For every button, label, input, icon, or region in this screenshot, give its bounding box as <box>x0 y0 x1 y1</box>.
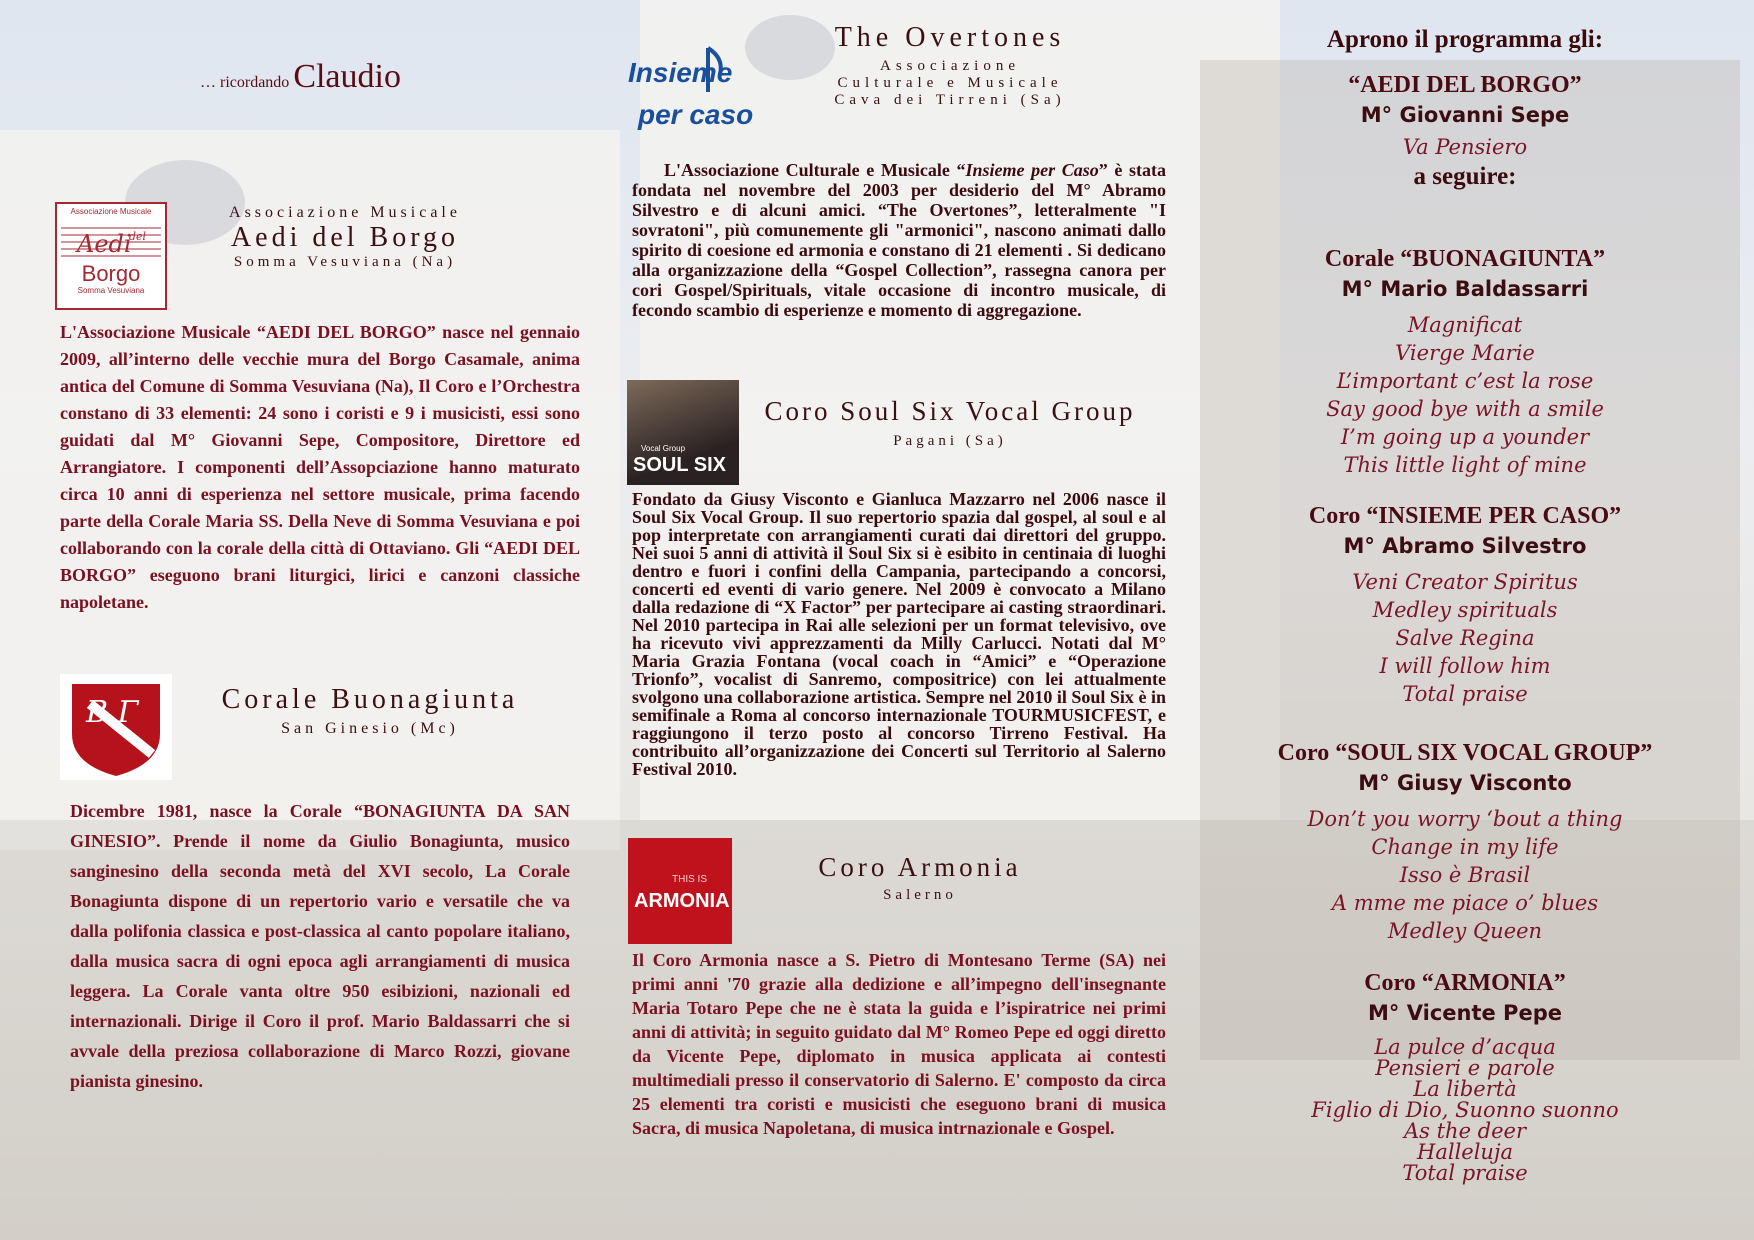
program-choir: Corale “BUONAGIUNTA” <box>1324 246 1606 272</box>
aedi-kicker: Associazione Musicale <box>229 204 461 221</box>
overtones-sub1: Associazione <box>880 58 1020 74</box>
overtones-body-rest: ” è stata fondata nel novembre del 2003 per desiderio del M° Abramo Silvestro e di alcuni amici. “The Overtones”, letteralmente "I sovratoni", più comunemente gli "armonici", nascono animati dallo spirito di coesione ed armonia e constano di 21 elementi . Si dedicano alla organizzazione della “Gospel Collection”, rassegna canora per cori Gospel/Spirituals, vitale occasione di incontro musicale, di fecondo scambio di esperienze e momento di aggregazione. <box>632 160 1166 320</box>
armonia-description: Il Coro Armonia nasce a S. Pietro di Montesano Terme (SA) nei primi anni '70 grazie alla dedizione e all’impegno dell'insegnante Maria Totaro Pepe che ne è stata la guida e l’ispiratrice nei primi anni di attività; in seguito guidato dal M° Romeo Pepe ed oggi diretto da Vicente Pepe, diplomato in musica applicata ai contesti multimediali presso il conservatorio di Salerno. E' composto da circa 25 elementi tra coristi e musicisti che eseguono brani di musica Sacra, di musica Napoletana, di musica intrnazionale e Gospel. <box>632 950 1166 1138</box>
program-song: Veni Creator Spiritus <box>1352 570 1578 594</box>
shield-icon <box>60 674 172 780</box>
buonagiunta-logo-letters: B Γ <box>86 695 139 730</box>
buonagiunta-title: Corale Buonagiunta <box>221 684 519 715</box>
buonagiunta-header <box>190 684 550 738</box>
overtones-sub2: Culturale e Musicale <box>837 75 1063 91</box>
armonia-logo <box>628 838 732 944</box>
overtones-body-prefix: L'Associazione Culturale e Musicale “ <box>664 160 966 180</box>
soul-six-logo-small: Vocal Group <box>641 444 686 453</box>
program-song: Halleluja <box>1417 1140 1513 1164</box>
aedi-logo-name-del: del <box>129 230 147 243</box>
program-song: Total praise <box>1402 682 1528 706</box>
program-choir: Coro “INSIEME PER CASO” <box>1308 503 1622 529</box>
soul-six-description: Fondato da Giusy Visconto e Gianluca Mazzarro nel 2006 nasce il Soul Six Vocal Group. Il suo repertorio spazia dal gospel, al soul e al pop interpretate con arrangiamenti curati dai direttori del gruppo. Nei suoi 5 anni di attività il Soul Six si è esibito in centinaia di luoghi dentro e fuori i confini della Campania, partecipando a concorsi, concerti ed eventi di vario genere. Nel 2009 è convocato a Milano dalla redazione di “X Factor” per partecipare ai casting straordinari. Nel 2010 partecipa in Rai alle selezioni per un format televisivo, ove ha ricevuto vivi apprezzamenti da Milly Carlucci. Notati dal M° Maria Grazia Fontana (vocal coach in “Amici” e “Operazione Trionfo”, vocalist di Sanremo, compositrice) con lei attualmente svolgono una collaborazione artistica. Sempre nel 2010 il Soul Six è in semifinale a Roma al concorso internazionale TOURMUSICFEST, e raggiungono il terzo posto al concorso Tirreno Festival. Ha contribuito all’organizzazione dei Concerti sul Territorio al Salerno Festival 2010. <box>632 489 1166 779</box>
overtones-sub3: Cava dei Tirreni (Sa) <box>834 92 1066 108</box>
soul-six-place: Pagani (Sa) <box>893 433 1007 449</box>
program-song: Pensieri e parole <box>1375 1056 1555 1080</box>
program-song: Medley Queen <box>1387 919 1543 943</box>
aedi-description: L'Associazione Musicale “AEDI DEL BORGO” nasce nel gennaio 2009, all’interno delle vecchie mura del Borgo Casamale, anima antica del Comune di Somma Vesuviana (Na), Il Coro e l’Orchestra constano di 33 elementi: 24 sono i coristi e 9 i musicisti, essi sono guidati dal M° Giovanni Sepe, Compositore, Direttore ed Arrangiatore. I componenti dell’Assopciazione hanno maturato circa 10 anni di esperienza nel settore musicale, prima facendo parte della Corale Maria SS. Della Neve di Somma Vesuviana e poi collaborando con la corale della città di Ottaviano. Gli “AEDI DEL BORGO” eseguono brani liturgici, lirici e canzoni classiche napoletane. <box>60 322 580 612</box>
program-maestro: M° Vicente Pepe <box>1368 1001 1562 1025</box>
buonagiunta-place: San Ginesio (Mc) <box>281 720 459 737</box>
program-heading: Aprono il programma gli: <box>1326 26 1604 53</box>
program-song: A mme me piace o’ blues <box>1331 891 1599 915</box>
armonia-logo-small: THIS IS <box>672 874 708 885</box>
dedication-prefix: … ricordando <box>200 74 290 91</box>
insieme-logo-line1: Insieme <box>628 57 733 88</box>
opener-song: Va Pensiero <box>1402 135 1528 159</box>
soul-six-header <box>740 396 1160 450</box>
overtones-description <box>632 160 1166 320</box>
program-song: Magnificat <box>1407 313 1523 337</box>
aedi-title: Aedi del Borgo <box>230 222 460 253</box>
aedi-place: Somma Vesuviana (Na) <box>233 254 457 270</box>
aedi-logo-bottom: Somma Vesuviana <box>77 286 145 295</box>
program-song: I’m going up a younder <box>1340 425 1590 449</box>
soul-six-logo-text: SOUL SIX <box>633 454 726 476</box>
overtones-body-name: Insieme per Caso <box>965 160 1099 180</box>
opener-maestro: M° Giovanni Sepe <box>1360 103 1570 127</box>
opener-choir: “AEDI DEL BORGO” <box>1348 72 1582 98</box>
program-choir: Coro “ARMONIA” <box>1364 970 1566 996</box>
dedication-name: Claudio <box>293 58 401 95</box>
program-maestro: M° Giusy Visconto <box>1358 771 1572 795</box>
program-song: Isso è Brasil <box>1399 863 1531 887</box>
armonia-place: Salerno <box>883 887 957 903</box>
program-song: This little light of mine <box>1343 453 1587 477</box>
aedi-logo-top: Associazione Musicale <box>70 207 152 216</box>
aedi-logo-staff-icon <box>59 218 163 262</box>
program-song: Salve Regina <box>1395 626 1535 650</box>
program-then: a seguire: <box>1413 163 1517 190</box>
armonia-title: Coro Armonia <box>818 852 1022 882</box>
buonagiunta-description: Dicembre 1981, nasce la Corale “BONAGIUNTA DA SAN GINESIO”. Prende il nome da Giulio Bonagiunta, musico sanginesino della seconda metà del XVI secolo, La Corale Bonagiunta dispone di un repertorio vario e versatile che va dalla polifonia classica e post-classica al canto popolare italiano, dalla musica sacra di ogni epoca agli arrangiamenti di musica leggera. La Corale vanta oltre 950 esibizioni, nazionali ed internazionali. Dirige il Coro il prof. Mario Baldassarri che si avvale della preziosa collaborazione di Marco Rozzi, giovane pianista ginesino. <box>70 801 570 1091</box>
insieme-per-caso-logo <box>624 30 754 140</box>
program-song: Change in my life <box>1371 835 1559 859</box>
aedi-logo-name-2: Borgo <box>81 261 141 286</box>
program-song: Medley spirituals <box>1372 598 1558 622</box>
program-song: Total praise <box>1402 1161 1528 1185</box>
buonagiunta-logo <box>60 674 172 780</box>
insieme-logo-line2: per caso <box>638 99 754 130</box>
music-note-logo-icon <box>624 30 754 140</box>
aedi-logo-name-1: Aedi <box>77 230 132 258</box>
program-song: Vierge Marie <box>1395 341 1535 365</box>
soul-six-title: Coro Soul Six Vocal Group <box>764 396 1136 426</box>
program-group-insieme-per-caso <box>1245 503 1685 708</box>
program-song: Say good bye with a smile <box>1326 397 1604 421</box>
program-choir: Coro “SOUL SIX VOCAL GROUP” <box>1277 740 1653 766</box>
program-song: L’important c’est la rose <box>1336 369 1594 393</box>
armonia-logo-text: ARMONIA <box>634 890 730 912</box>
armonia-header <box>760 852 1080 904</box>
program-song: As the deer <box>1403 1119 1527 1143</box>
program-group-soul-six <box>1245 740 1685 945</box>
soul-six-logo <box>627 380 739 485</box>
program-song: Don’t you worry ‘bout a thing <box>1307 807 1623 831</box>
program <box>1245 26 1685 191</box>
program-song: Figlio di Dio, Suonno suonno <box>1311 1098 1619 1122</box>
overtones-header <box>760 22 1140 109</box>
program-group-buonagiunta <box>1245 246 1685 479</box>
program-song: I will follow him <box>1379 654 1551 678</box>
program-group-armonia <box>1245 970 1685 1184</box>
program-song: La libertà <box>1413 1077 1517 1101</box>
program-song: La pulce d’acqua <box>1374 1035 1556 1059</box>
dedication <box>200 58 401 96</box>
overtones-title: The Overtones <box>834 22 1066 53</box>
aedi-del-borgo-logo <box>55 202 167 310</box>
aedi-header <box>190 204 500 271</box>
program-maestro: M° Abramo Silvestro <box>1343 534 1587 558</box>
program-maestro: M° Mario Baldassarri <box>1341 277 1589 301</box>
